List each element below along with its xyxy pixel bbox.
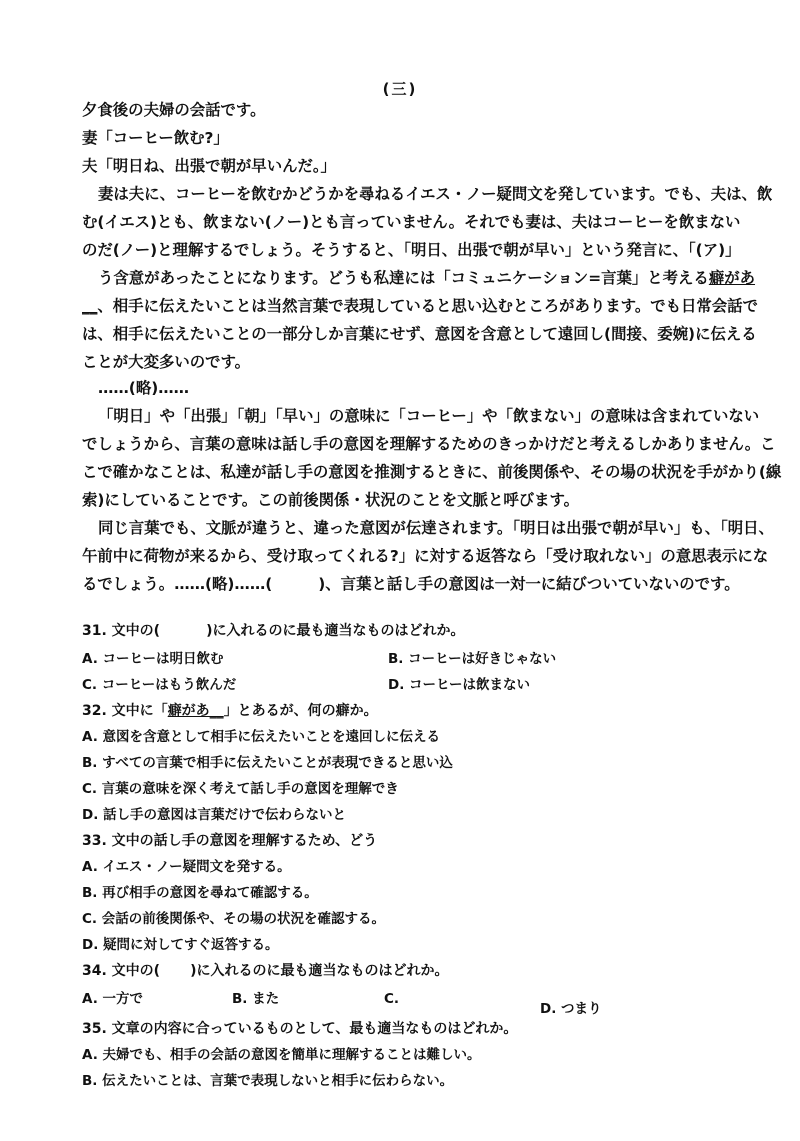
question-32-stem — [82, 702, 378, 720]
q34-option-d: D. つまり — [540, 1001, 602, 1017]
question-33-stem: 33. 文中の話し手の意図を理解するため、どう — [82, 833, 378, 849]
question-text: 34. 文中の( — [82, 963, 161, 979]
passage-text: う含意があったことになります。どうも私達には「コミュニケーション=言葉」と考える — [98, 269, 709, 287]
q33-option-c: C. 会話の前後関係や、その場の状況を確認する。 — [82, 911, 385, 927]
passage-line — [82, 296, 782, 316]
passage-line: む(イエス)とも、飲まない(ノー)とも言っていません。それでも妻は、夫はコーヒーを飲まない — [82, 213, 741, 231]
passage-line: 索)にしていることです。この前後関係・状況のことを文脈と呼びます。 — [82, 491, 580, 509]
question-text: 」とあるが、何の癖か。 — [223, 703, 378, 719]
passage-line: 妻「コーヒー飲む?」 — [82, 129, 229, 147]
q31-option-d: D. コーヒーは飲まない — [388, 677, 530, 693]
passage-line: 夫「明日ね、出張で朝が早いんだ。」 — [82, 157, 336, 175]
passage-text: るでしょう。……(略)……( — [82, 575, 273, 593]
q32-option-d: D. 話し手の意図は言葉だけで伝わらないと — [82, 807, 347, 823]
question-31-stem — [82, 622, 464, 640]
passage-omission: ……(略)…… — [98, 379, 190, 397]
underlined-phrase: 癖があ — [708, 269, 756, 287]
q34-option-a: A. 一方で — [82, 991, 144, 1007]
q31-option-a: A. コーヒーは明日飲む — [82, 651, 224, 667]
q31-option-b: B. コーヒーは好きじゃない — [388, 651, 557, 667]
q33-option-d: D. 疑問に対してすぐ返答する。 — [82, 937, 279, 953]
passage-line: は、相手に伝えたいことの一部分しか言葉にせず、意図を含意として遠回し(間接、委婉)に伝える — [82, 325, 757, 343]
passage-line: 同じ言葉でも、文脈が違うと、違った意図が伝達されます。「明日は出張で朝が早い」も、「明日、 — [98, 519, 774, 537]
passage-line: 午前中に荷物が来るから、受け取ってくれる?」に対する返答なら「受け取れない」の意思表示にな — [82, 547, 769, 565]
passage-text: 、相手に伝えたいことは当然言葉で表現していると思い込むところがあります。でも日常会話で — [97, 297, 758, 315]
q33-option-a: A. イエス・ノー疑問文を発する。 — [82, 859, 291, 875]
question-34-stem — [82, 962, 448, 980]
q35-option-a: A. 夫婦でも、相手の会話の意図を簡単に理解することは難しい。 — [82, 1047, 481, 1063]
passage-text: )、言葉と話し手の意図は一対一に結びついていないのです。 — [318, 575, 740, 593]
section-title: (三) — [382, 80, 418, 98]
passage-line — [82, 574, 782, 594]
passage-line: こで確かなことは、私達が話し手の意図を推測するときに、前後関係や、その場の状況を手がかり(線 — [82, 463, 782, 481]
q32-option-c: C. 言葉の意味を深く考えて話し手の意図を理解でき — [82, 781, 399, 797]
passage-line: のだ(ノー)と理解するでしょう。そうすると、「明日、出張で朝が早い」という発言に、「(ア)」 — [82, 241, 741, 259]
question-35-stem: 35. 文章の内容に合っているものとして、最も適当なものはどれか。 — [82, 1021, 518, 1037]
passage-line: 「明日」や「出張」「朝」「早い」の意味に「コーヒー」や「飲まない」の意味は含まれていない — [98, 407, 760, 425]
q34-option-b: B. また — [232, 991, 280, 1007]
question-text: )に入れるのに最も適当なものはどれか。 — [206, 623, 465, 639]
passage-line: でしょうから、言葉の意味は話し手の意図を理解するためのきっかけだと考えるしかありません。こ — [82, 435, 776, 453]
underlined-phrase: 癖があ__ — [167, 703, 224, 719]
question-text: )に入れるのに最も適当なものはどれか。 — [190, 963, 449, 979]
question-text: 31. 文中の( — [82, 623, 161, 639]
q32-option-a: A. 意図を含意として相手に伝えたいことを遠回しに伝える — [82, 729, 441, 745]
passage-line: 妻は夫に、コーヒーを飲むかどうかを尋ねるイエス・ノー疑問文を発しています。でも、夫は、飲 — [98, 185, 773, 203]
q32-option-b: B. すべての言葉で相手に伝えたいことが表現できると思い込 — [82, 755, 453, 771]
underlined-phrase-cont: __ — [82, 297, 98, 315]
q34-option-c: C. — [384, 991, 400, 1007]
passage-line — [98, 268, 798, 288]
passage-line: ことが大変多いのです。 — [82, 353, 251, 371]
q33-option-b: B. 再び相手の意図を尋ねて確認する。 — [82, 885, 318, 901]
q35-option-b: B. 伝えたいことは、言葉で表現しないと相手に伝わらない。 — [82, 1073, 454, 1089]
passage-line: 夕食後の夫婦の会話です。 — [82, 101, 266, 119]
q31-option-c: C. コーヒーはもう飲んだ — [82, 677, 237, 693]
question-text: 32. 文中に「 — [82, 703, 168, 719]
